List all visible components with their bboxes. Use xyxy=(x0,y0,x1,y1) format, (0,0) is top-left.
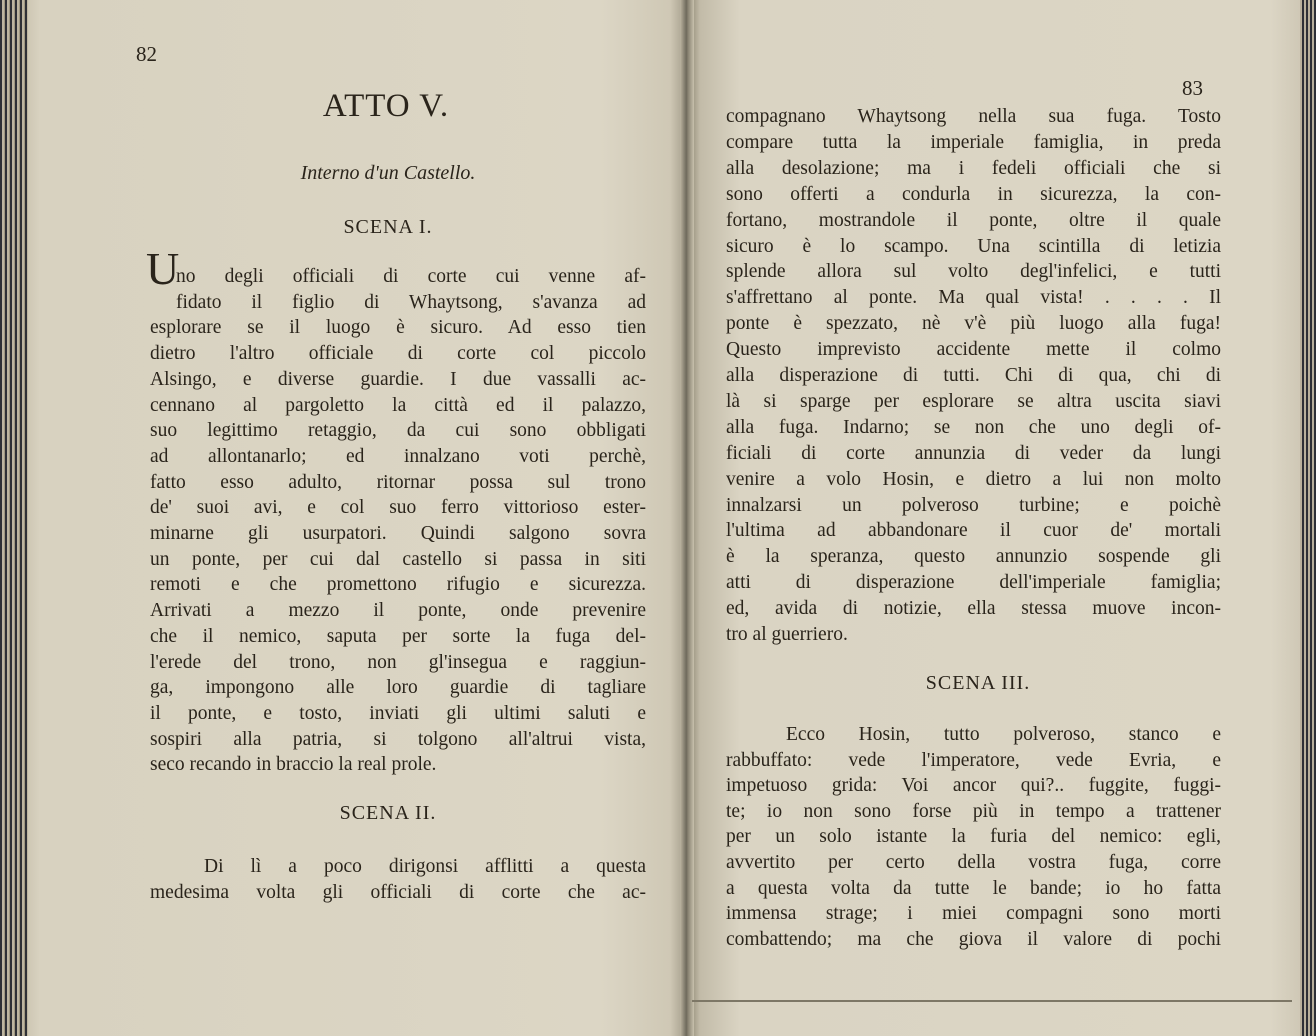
text-line: là si sparge per esplorare se altra uscita siavi xyxy=(726,390,1221,412)
text-line: alla desolazione; ma i fedeli officiali che si xyxy=(726,157,1221,179)
text-line: minarne gli usurpatori. Quindi salgono sovra xyxy=(150,523,646,544)
text-line: rabbuffato: vede l'imperatore, vede Evria, e xyxy=(726,749,1221,771)
text-line: a questa volta da tutte le bande; io ho fatta xyxy=(726,877,1221,899)
text-line: cennano al pargoletto la città ed il palazzo, xyxy=(150,394,646,416)
text-line: sono offerti a condurla in sicurezza, la con- xyxy=(726,183,1221,205)
text-line: alla fuga. Indarno; se non che uno degli of- xyxy=(726,416,1221,438)
text-line: che il nemico, saputa per sorte la fuga del- xyxy=(150,625,646,647)
text-line: impetuoso grida: Voi ancor qui?.. fuggite, fuggi- xyxy=(726,775,1221,797)
scene-setting: Interno d'un Castello. xyxy=(300,162,476,184)
text-line: fatto esso adulto, ritornar possa sul trono xyxy=(150,471,646,493)
text-line: medesima volta gli officiali di corte che ac- xyxy=(150,881,646,903)
text-line: compagnano Whaytsong nella sua fuga. Tosto xyxy=(726,106,1221,127)
text-line: Alsingo, e diverse guardie. I due vassalli ac- xyxy=(150,368,646,390)
text-line: tro al guerriero. xyxy=(726,624,848,645)
text-line: avvertito per certo della vostra fuga, corre xyxy=(726,852,1221,873)
text-line: ad allontanarlo; ed innalzano voti perchè, xyxy=(150,445,646,467)
text-line: Questo imprevisto accidente mette il colmo xyxy=(726,339,1221,361)
page-edges-right xyxy=(1300,0,1316,1036)
text-line: ed, avida di notizie, ella stessa muove incon- xyxy=(726,598,1221,620)
text-line: sospiri alla patria, si tolgono all'altrui vista, xyxy=(150,728,646,750)
text-line: suo legittimo retaggio, da cui sono obbligati xyxy=(150,420,646,442)
text-line: alla disperazione di tutti. Chi di qua, chi di xyxy=(726,365,1221,386)
scene-2-title: SCENA II. xyxy=(339,802,437,824)
text-line: seco recando in braccio la real prole. xyxy=(150,754,437,776)
text-line: per un solo istante la furia del nemico: egli, xyxy=(726,826,1221,848)
text-line: splende allora sul volto degl'infelici, e tutti xyxy=(726,261,1221,283)
page-number: 83 xyxy=(1182,76,1203,100)
act-title: ATTO V. xyxy=(322,88,450,124)
text-line: l'ultima ad abbandonare il cuor de' mortali xyxy=(726,520,1221,542)
text-line: s'affrettano al ponte. Ma qual vista! . . . . Il xyxy=(726,287,1221,309)
text-line: fortano, mostrandole il ponte, oltre il quale xyxy=(726,209,1221,231)
text-line: Ecco Hosin, tutto polveroso, stanco e xyxy=(786,724,1221,745)
text-line: dietro l'altro officiale di corte col piccolo xyxy=(150,343,646,365)
text-line: sicuro è lo scampo. Una scintilla di letizia xyxy=(726,235,1221,257)
text-line: ga, impongono alle loro guardie di tagliare xyxy=(150,677,646,699)
text-line: esplorare se il luogo è sicuro. Ad esso tien xyxy=(150,317,646,339)
text-line: ponte è spezzato, nè v'è più luogo alla fuga! xyxy=(726,313,1221,335)
right-page xyxy=(690,0,1302,1036)
text-line: combattendo; ma che giova il valore di pochi xyxy=(726,928,1221,950)
text-line: te; io non sono forse più in tempo a trattener xyxy=(726,800,1221,822)
text-line: ficiali di corte annunzia di veder da lungi xyxy=(726,442,1221,464)
text-line: innalzarsi un polveroso turbine; e poichè xyxy=(726,494,1221,516)
text-line: Di lì a poco dirigonsi afflitti a questa xyxy=(204,856,646,877)
text-line: de' suoi avi, e col suo ferro vittorioso ester- xyxy=(150,497,646,519)
text-line: venire a volo Hosin, e dietro a lui non molto xyxy=(726,468,1221,490)
text-line: atti di disperazione dell'imperiale famiglia; xyxy=(726,572,1221,594)
page-number: 82 xyxy=(136,42,157,66)
page-edges-left xyxy=(0,0,28,1036)
text-line: immensa strage; i miei compagni sono morti xyxy=(726,903,1221,925)
text-line: remoti e che promettono rifugio e sicurezza. xyxy=(150,574,646,596)
text-line: fidato il figlio di Whaytsong, s'avanza ad xyxy=(176,291,646,313)
text-line: l'erede del trono, non gl'insegua e raggiun- xyxy=(150,651,646,673)
text-line: Arrivati a mezzo il ponte, onde prevenire xyxy=(150,600,646,622)
scene-3-title: SCENA III. xyxy=(925,672,1031,694)
left-page xyxy=(28,0,684,1036)
text-line: il ponte, e tosto, inviati gli ultimi saluti e xyxy=(150,702,646,724)
drop-cap: U xyxy=(146,243,180,294)
scene-1-title: SCENA I. xyxy=(343,216,433,238)
text-line: compare tutta la imperiale famiglia, in preda xyxy=(726,131,1221,153)
text-line: un ponte, per cui dal castello si passa in siti xyxy=(150,548,646,570)
text-line: no degli officiali di corte cui venne af- xyxy=(176,266,646,287)
text-line: è la speranza, questo annunzio sospende gli xyxy=(726,546,1221,568)
